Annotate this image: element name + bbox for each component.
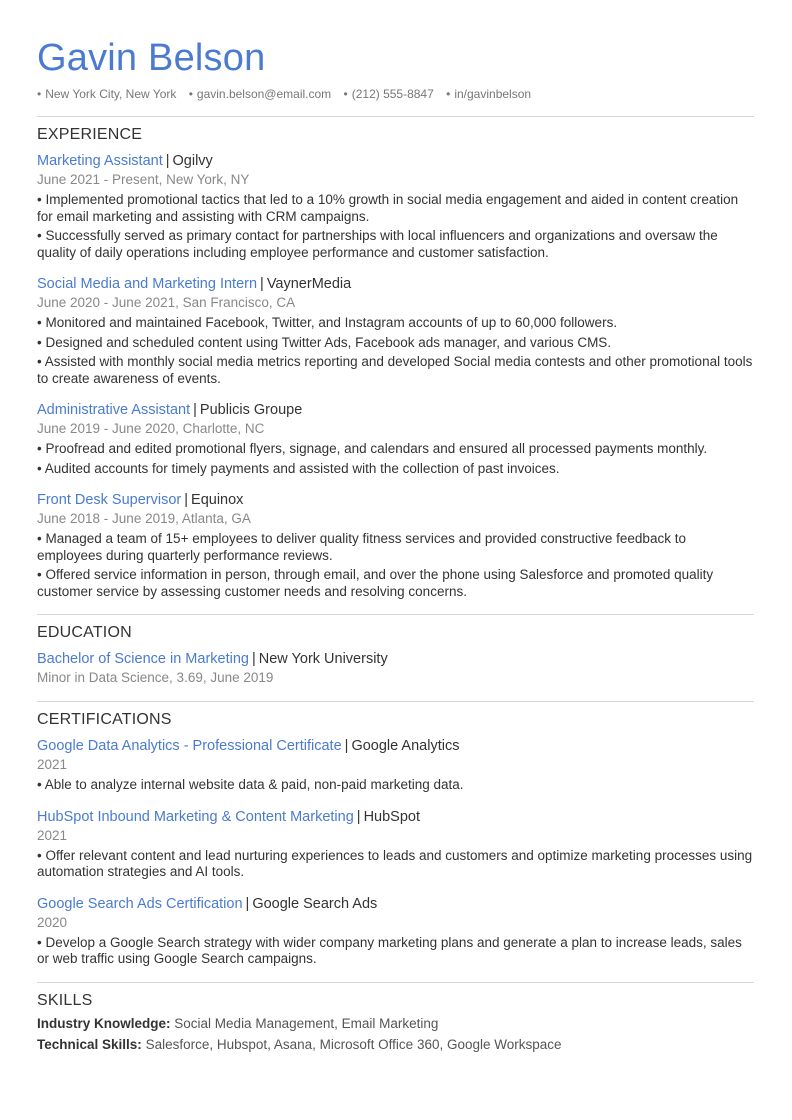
entry-heading xyxy=(37,400,754,420)
entry-bullet: • Assisted with monthly social media metrics reporting and developed Social media contests and other promotional tools to create awareness of events. xyxy=(37,354,753,386)
entry-heading xyxy=(37,490,754,510)
certifications-entry xyxy=(37,894,754,968)
entry-separator: | xyxy=(251,651,256,667)
contact-line xyxy=(37,86,754,102)
education-entry xyxy=(37,649,754,687)
skills-title: SKILLS xyxy=(37,991,93,1009)
experience-entry xyxy=(37,400,754,477)
entry-separator: | xyxy=(356,808,361,825)
entry-separator: | xyxy=(260,276,264,292)
entry-meta: 2021 xyxy=(37,757,68,772)
experience-entry xyxy=(37,151,754,261)
education-list xyxy=(37,649,754,687)
entry-bullet: • Able to analyze internal website data & paid, non-paid marketing data. xyxy=(37,777,464,792)
entry-heading xyxy=(37,894,754,914)
entry-organization: VaynerMedia xyxy=(266,276,352,292)
section-divider xyxy=(37,614,754,615)
entry-bullet: • Proofread and edited promotional flyers, signage, and calendars and ensured all processed payments monthly. xyxy=(37,441,708,456)
entry-organization: New York University xyxy=(258,651,388,667)
skill-row: Technical Skills: Salesforce, Hubspot, Asana, Microsoft Office 360, Google Workspace xyxy=(37,1036,562,1052)
entry-role: Google Search Ads Certification xyxy=(37,895,243,912)
entry-organization: HubSpot xyxy=(363,808,420,825)
section-divider xyxy=(37,116,754,117)
certifications-list xyxy=(37,736,754,968)
entry-heading xyxy=(37,274,754,294)
certifications-title: CERTIFICATIONS xyxy=(37,711,172,728)
contact-linkedin: • in/gavinbelson xyxy=(446,87,532,101)
entry-organization: Equinox xyxy=(191,492,244,508)
entry-meta: 2021 xyxy=(37,827,68,843)
entry-separator: | xyxy=(245,895,250,912)
entry-heading xyxy=(37,736,754,756)
section-divider xyxy=(37,982,754,983)
contact-phone: • (212) 555-8847 xyxy=(343,87,434,101)
entry-bullet: • Monitored and maintained Facebook, Twitter, and Instagram accounts of up to 60,000 followers. xyxy=(37,315,618,330)
experience-entry xyxy=(37,490,754,600)
entry-separator: | xyxy=(165,153,170,169)
entry-bullet: • Develop a Google Search strategy with wider company marketing plans and generate a plan to increase leads, sales or web traffic using Google Search campaigns. xyxy=(37,934,742,966)
entry-organization: Google Search Ads xyxy=(252,895,378,912)
section-divider xyxy=(37,701,754,702)
entry-heading xyxy=(37,807,754,827)
entry-role: Marketing Assistant xyxy=(37,153,163,169)
certifications-entry xyxy=(37,807,754,881)
entry-separator: | xyxy=(193,402,197,418)
entry-role: Google Data Analytics - Professional Certificate xyxy=(37,738,342,754)
entry-bullet: • Managed a team of 15+ employees to deliver quality fitness services and provided constructive feedback to employees during quarterly performance reviews. xyxy=(37,531,686,563)
entry-role: Social Media and Marketing Intern xyxy=(37,276,258,292)
entry-organization: Publicis Groupe xyxy=(199,402,303,418)
entry-role: Bachelor of Science in Marketing xyxy=(37,651,249,667)
entry-meta: June 2021 - Present, New York, NY xyxy=(37,172,250,187)
contact-location: • New York City, New York xyxy=(37,87,177,101)
entry-meta: June 2020 - June 2021, San Francisco, CA xyxy=(37,295,296,310)
entry-meta: June 2018 - June 2019, Atlanta, GA xyxy=(37,511,251,526)
entry-bullet: • Successfully served as primary contact for partnerships with local influencers and organizations and oversaw the quality of daily operations including employee performance and customer satisfaction. xyxy=(37,228,718,260)
entry-role: HubSpot Inbound Marketing & Content Marketing xyxy=(37,808,354,825)
entry-bullet: • Offered service information in person, through email, and over the phone using Salesforce and promoted quality customer service by assessing customer needs and resolving concerns. xyxy=(37,567,714,599)
contact-email: • gavin.belson@email.com xyxy=(188,87,332,101)
education-title: EDUCATION xyxy=(37,624,132,641)
entry-organization: Google Analytics xyxy=(351,738,460,754)
entry-meta: Minor in Data Science, 3.69, June 2019 xyxy=(37,670,274,685)
entry-organization: Ogilvy xyxy=(172,153,213,169)
entry-role: Administrative Assistant xyxy=(37,402,191,418)
candidate-name: Gavin Belson xyxy=(37,37,266,79)
entry-meta: June 2019 - June 2020, Charlotte, NC xyxy=(37,421,265,436)
experience-list xyxy=(37,151,754,600)
entry-bullet: • Audited accounts for timely payments and assisted with the collection of past invoices. xyxy=(37,460,560,476)
entry-heading xyxy=(37,649,754,669)
skills-list xyxy=(37,1015,754,1054)
entry-bullet: • Offer relevant content and lead nurturing experiences to leads and customers and optimize marketing processes using automation strategies and AI tools. xyxy=(37,847,753,879)
entry-bullet: • Designed and scheduled content using Twitter Ads, Facebook ads manager, and various CMS. xyxy=(37,334,612,350)
entry-heading xyxy=(37,151,754,171)
entry-separator: | xyxy=(184,492,189,508)
resume-page xyxy=(37,36,754,1054)
entry-meta: 2020 xyxy=(37,914,68,930)
entry-role: Front Desk Supervisor xyxy=(37,492,182,508)
entry-bullet: • Implemented promotional tactics that led to a 10% growth in social media engagement and aided in content creation for email marketing and assisting with CRM campaigns. xyxy=(37,192,739,224)
skill-row: Industry Knowledge: Social Media Management, Email Marketing xyxy=(37,1015,439,1031)
experience-entry xyxy=(37,274,754,387)
entry-separator: | xyxy=(344,738,349,754)
experience-title: EXPERIENCE xyxy=(37,126,143,143)
certifications-entry xyxy=(37,736,754,794)
